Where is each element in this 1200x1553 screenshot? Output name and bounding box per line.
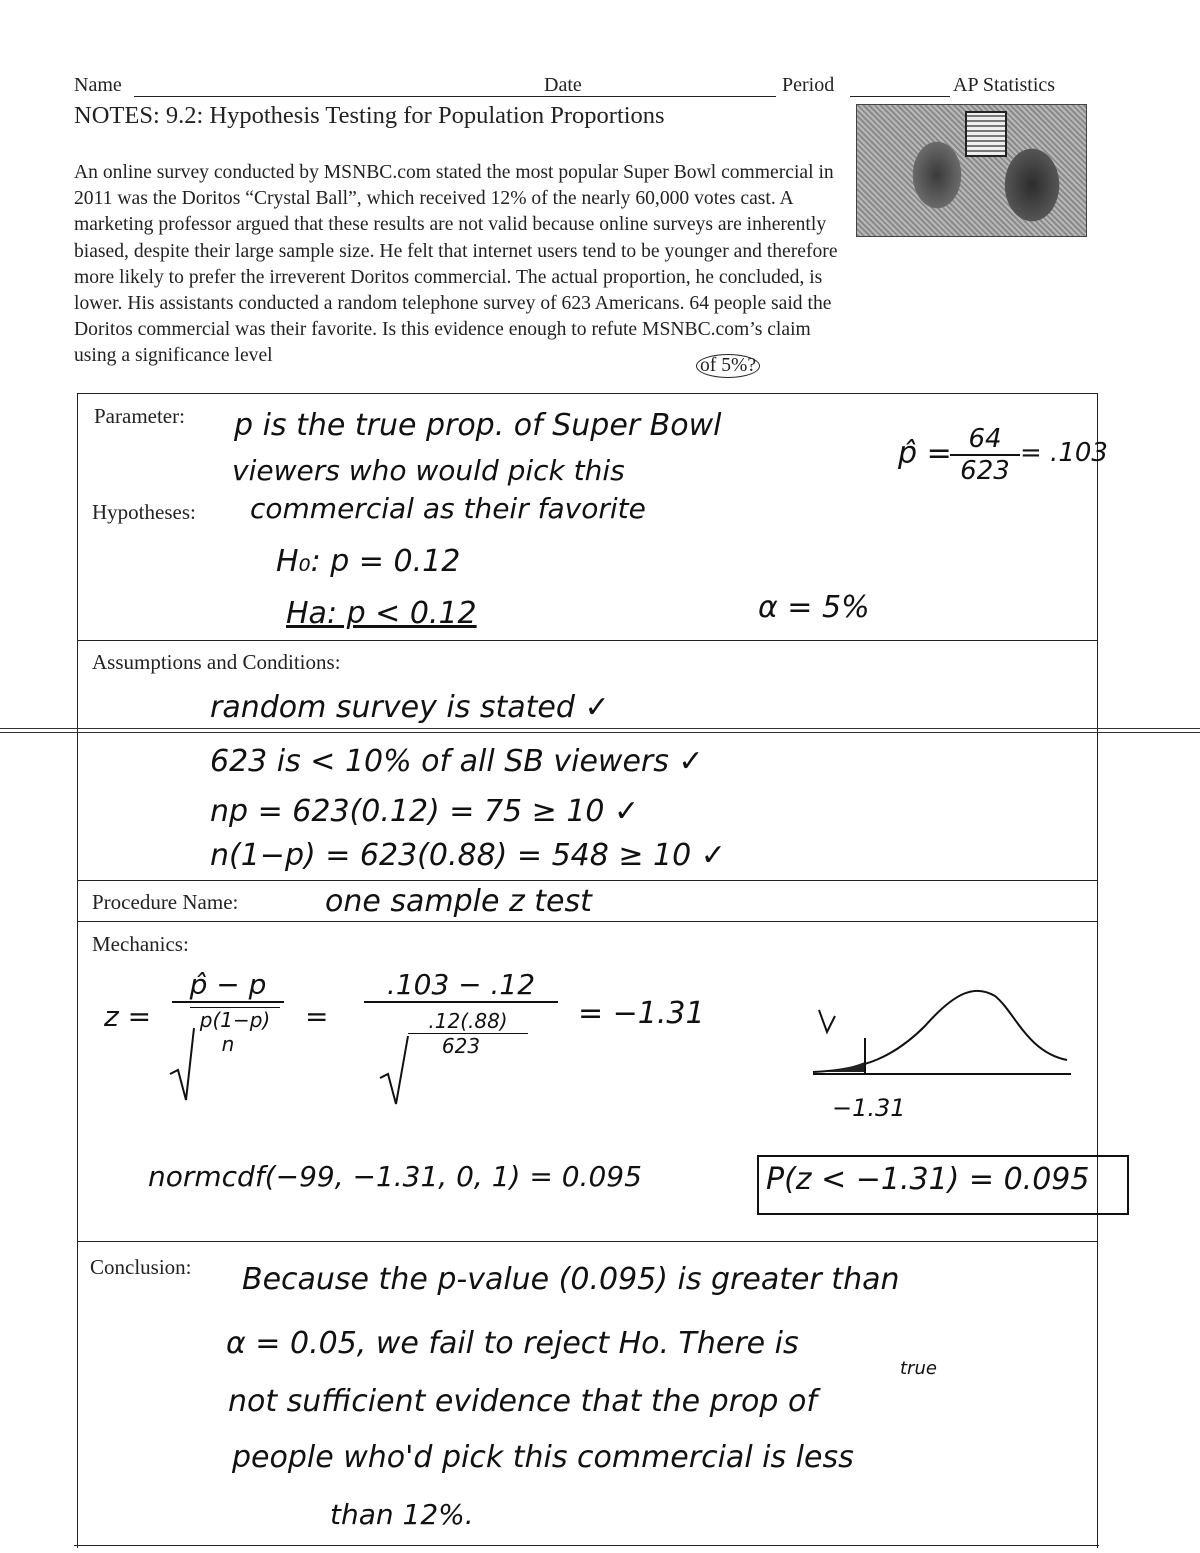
condition-ten-percent: 623 is < 10% of all SB viewers ✓ xyxy=(210,744,704,779)
pvalue-result: P(z < −1.31) = 0.095 xyxy=(766,1162,1090,1197)
page-title: NOTES: 9.2: Hypothesis Testing for Population Proportions xyxy=(74,102,665,129)
date-blank[interactable] xyxy=(596,96,776,97)
divider-procedure xyxy=(78,880,1097,881)
period-label: Period xyxy=(782,74,835,96)
conclusion-insert: true xyxy=(900,1358,937,1379)
procedure-name: one sample z test xyxy=(325,884,592,919)
normal-curve-sketch xyxy=(805,976,1075,1086)
parameter-line-2: viewers who would pick this xyxy=(232,454,625,487)
z-values-den-num: .12(.88) xyxy=(408,1009,528,1034)
z-result: = −1.31 xyxy=(578,996,705,1031)
mechanics-label: Mechanics: xyxy=(92,932,189,956)
procedure-label: Procedure Name: xyxy=(92,890,239,914)
curve-label: −1.31 xyxy=(832,1094,906,1122)
phat-fraction xyxy=(950,424,1020,486)
condition-np: np = 623(0.12) = 75 ≥ 10 ✓ xyxy=(210,794,640,829)
problem-text xyxy=(74,160,1119,370)
conclusion-line-2: α = 0.05, we fail to reject Ho. There is xyxy=(226,1326,799,1361)
z-formula-den-num: p(1−p) xyxy=(190,1007,280,1032)
z-lhs: z = xyxy=(104,1000,152,1033)
parameter-line-3: commercial as their favorite xyxy=(250,492,646,525)
name-label: Name xyxy=(74,74,122,96)
phat-rhs: = .103 xyxy=(1020,438,1108,468)
z-formula-num: p̂ − p xyxy=(172,968,284,1003)
period-blank[interactable] xyxy=(850,96,950,97)
normalcdf-calc: normcdf(−99, −1.31, 0, 1) = 0.095 xyxy=(148,1160,642,1193)
circled-significance: of 5%? xyxy=(696,354,760,378)
sqrt-sign-1 xyxy=(168,1024,198,1104)
alt-hypothesis: Ha: p < 0.12 xyxy=(286,596,477,631)
parameter-label: Parameter: xyxy=(94,404,185,428)
bottom-border xyxy=(74,1545,1099,1546)
phat-num: 64 xyxy=(950,424,1020,456)
parameter-line-1: p is the true prop. of Super Bowl xyxy=(234,408,722,443)
alpha-value: α = 5% xyxy=(758,590,870,625)
name-blank[interactable] xyxy=(134,96,612,97)
divider-mechanics xyxy=(78,921,1097,922)
conclusion-line-4: people who'd pick this commercial is less xyxy=(232,1440,854,1475)
hypotheses-label: Hypotheses: xyxy=(92,500,196,524)
divider-assumptions xyxy=(78,640,1097,641)
sqrt-sign-2 xyxy=(378,1032,418,1108)
intro-paragraph: An online survey conducted by MSNBC.com stated the most popular Super Bowl commercial in 2011 was the Doritos “Crystal Ball”, which received 12% of the nearly 60,000 votes cast. A marketing professor argued that these results are not valid because online surveys are inherently biased, despite their large sample size. He felt that internet users tend to be younger and therefore more likely to prefer the irreverent Doritos commercial. The actual proportion, he concluded, is lower. His assistants conducted a random telephone survey of 623 Americans. 64 people said the Doritos commercial was their favorite. Is this evidence enough to refute MSNBC.com’s claim using a significance level xyxy=(74,162,838,367)
phat-den: 623 xyxy=(960,456,1010,486)
conclusion-line-1: Because the p-value (0.095) is greater than xyxy=(242,1262,900,1297)
null-hypothesis: H₀: p = 0.12 xyxy=(276,544,461,579)
phat-lhs: p̂ = xyxy=(898,436,952,471)
conclusion-label: Conclusion: xyxy=(90,1255,192,1279)
equals-1: = xyxy=(305,1000,329,1033)
conclusion-line-5: than 12%. xyxy=(330,1498,474,1531)
date-label: Date xyxy=(544,74,582,96)
assumptions-label: Assumptions and Conditions: xyxy=(92,650,341,674)
scan-artifact-line xyxy=(0,728,1200,733)
z-values-den-den: 623 xyxy=(441,1034,481,1058)
divider-conclusion xyxy=(78,1241,1097,1242)
conclusion-line-3: not sufficient evidence that the prop of xyxy=(228,1384,817,1419)
condition-random: random survey is stated ✓ xyxy=(210,690,610,725)
z-values-num: .103 − .12 xyxy=(364,968,558,1003)
z-formula-den-den: n xyxy=(221,1032,235,1056)
course-label: AP Statistics xyxy=(953,74,1056,96)
condition-nq: n(1−p) = 623(0.88) = 548 ≥ 10 ✓ xyxy=(210,838,726,873)
